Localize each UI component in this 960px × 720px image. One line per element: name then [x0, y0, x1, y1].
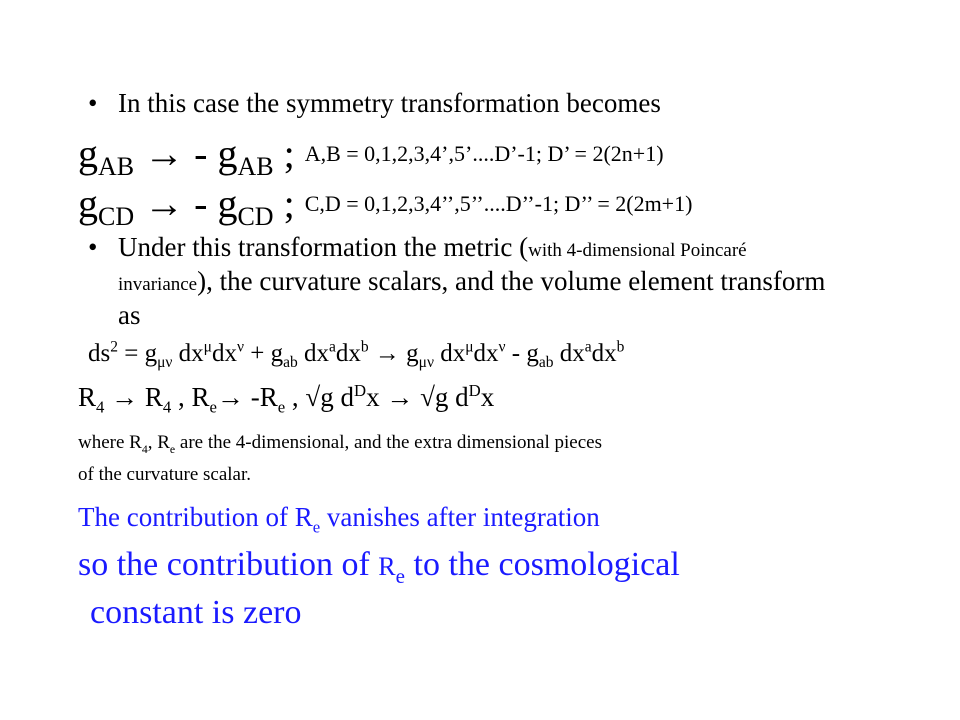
eq-gcd-rhs-sub: CD	[237, 202, 274, 231]
contrib2-sub: e	[395, 563, 405, 588]
arrow-icon: →	[216, 382, 244, 412]
c-e: e	[209, 397, 217, 417]
eq-gab-rhs: - g	[194, 131, 238, 176]
curvature-equation	[78, 381, 495, 417]
m-dx7: dx	[553, 340, 585, 367]
c-r2: R	[138, 382, 163, 412]
m-plus: + g	[244, 340, 284, 367]
eq-gab-rhs-sub: AB	[237, 152, 274, 181]
equation-gcd	[78, 181, 693, 231]
m-dx2: dx	[211, 340, 237, 367]
eq-gab-sep: ;	[283, 131, 295, 176]
where-c: are the 4-dimensional, and the extra dimensional pieces	[175, 432, 602, 453]
m-eq: = g	[117, 340, 158, 367]
m-dx6: dx	[473, 340, 499, 367]
eq-gcd-condition: C,D = 0,1,2,3,4’’,5’’....D’’-1; D’’ = 2(2m+1)	[304, 191, 693, 216]
c-r: R	[78, 382, 97, 412]
where-sube: e	[169, 442, 176, 456]
under-transformation-bullet	[88, 232, 838, 330]
bullet-2: •	[88, 232, 98, 262]
m-dx4: dx	[335, 340, 361, 367]
where-a: where R	[78, 432, 142, 453]
c-D2: D	[468, 381, 481, 400]
contribution-line-3: constant is zero	[90, 594, 302, 631]
c-mre: -R	[243, 382, 278, 412]
m-mn: μν	[157, 354, 173, 371]
where-b: , R	[147, 432, 170, 453]
m-dx3: dx	[297, 340, 329, 367]
equation-gab	[78, 131, 664, 181]
c-sqrt2: √g d	[413, 382, 469, 412]
m-ds: ds	[88, 340, 111, 367]
contrib2-a: so the contribution of	[78, 546, 379, 583]
eq-gab-g: g	[78, 131, 98, 176]
under-text-a: Under this transformation the metric (	[118, 232, 529, 262]
where-line-2: of the curvature scalar.	[78, 464, 252, 485]
arrow-icon: →	[386, 382, 414, 412]
eq-gab-sub: AB	[98, 152, 135, 181]
intro-text: In this case the symmetry transformation becomes	[118, 88, 661, 118]
m-ab: ab	[283, 354, 298, 371]
under-text-b: ), the curvature scalars, and the volume element transform as	[118, 266, 826, 330]
contribution-line-2	[78, 546, 680, 588]
m-a2: a	[584, 338, 592, 356]
m-b: b	[360, 338, 369, 356]
c-e2: e	[277, 397, 286, 417]
m-dx5: dx	[433, 340, 466, 367]
eq-gcd-rhs: - g	[194, 181, 238, 226]
metric-equation	[88, 338, 625, 371]
m-minus: - g	[505, 340, 539, 367]
m-ds-sup: 2	[110, 338, 118, 356]
c-r2-sub: 4	[162, 397, 172, 417]
m-nu: ν	[236, 338, 244, 356]
eq-gcd-sub: CD	[98, 202, 135, 231]
bullet-1: •	[88, 88, 98, 118]
m-ab2: ab	[538, 354, 554, 371]
arrow-icon: →	[144, 181, 185, 226]
arrow-icon: →	[144, 131, 185, 176]
arrow-icon: →	[111, 382, 139, 412]
m-g2: g	[399, 340, 419, 367]
m-b2: b	[616, 338, 625, 356]
c-sqrt1: , √g d	[285, 382, 354, 412]
eq-gcd-g: g	[78, 181, 98, 226]
where-line-1	[78, 432, 602, 454]
under-text-small: with 4-dimensional Poincaré invariance	[118, 240, 747, 295]
contribution-line-1	[78, 502, 600, 537]
contrib2-b: to the cosmological	[405, 546, 680, 583]
m-a: a	[329, 338, 336, 356]
contrib2-r: R	[378, 552, 396, 581]
contrib1-b: vanishes after integration	[320, 502, 600, 532]
arrow-icon: →	[374, 340, 400, 367]
c-D1: D	[354, 381, 367, 400]
c-r-sub: 4	[96, 397, 105, 417]
c-x2: x	[480, 382, 495, 412]
m-dx8: dx	[591, 340, 617, 367]
m-nu2: ν	[498, 338, 506, 356]
intro-line	[88, 88, 661, 119]
c-x1: x	[366, 382, 380, 412]
contrib1-a: The contribution of R	[78, 502, 313, 532]
where-sub4: 4	[141, 442, 148, 456]
m-mu: μ	[203, 338, 212, 356]
eq-gab-condition: A,B = 0,1,2,3,4’,5’....D’-1; D’ = 2(2n+1)	[304, 141, 664, 166]
m-mu2: μ	[465, 338, 474, 356]
contrib1-sub: e	[312, 517, 321, 537]
m-mn2: μν	[418, 354, 434, 371]
eq-gcd-sep: ;	[283, 181, 295, 226]
c-re: , R	[171, 382, 210, 412]
m-dx1: dx	[172, 340, 204, 367]
